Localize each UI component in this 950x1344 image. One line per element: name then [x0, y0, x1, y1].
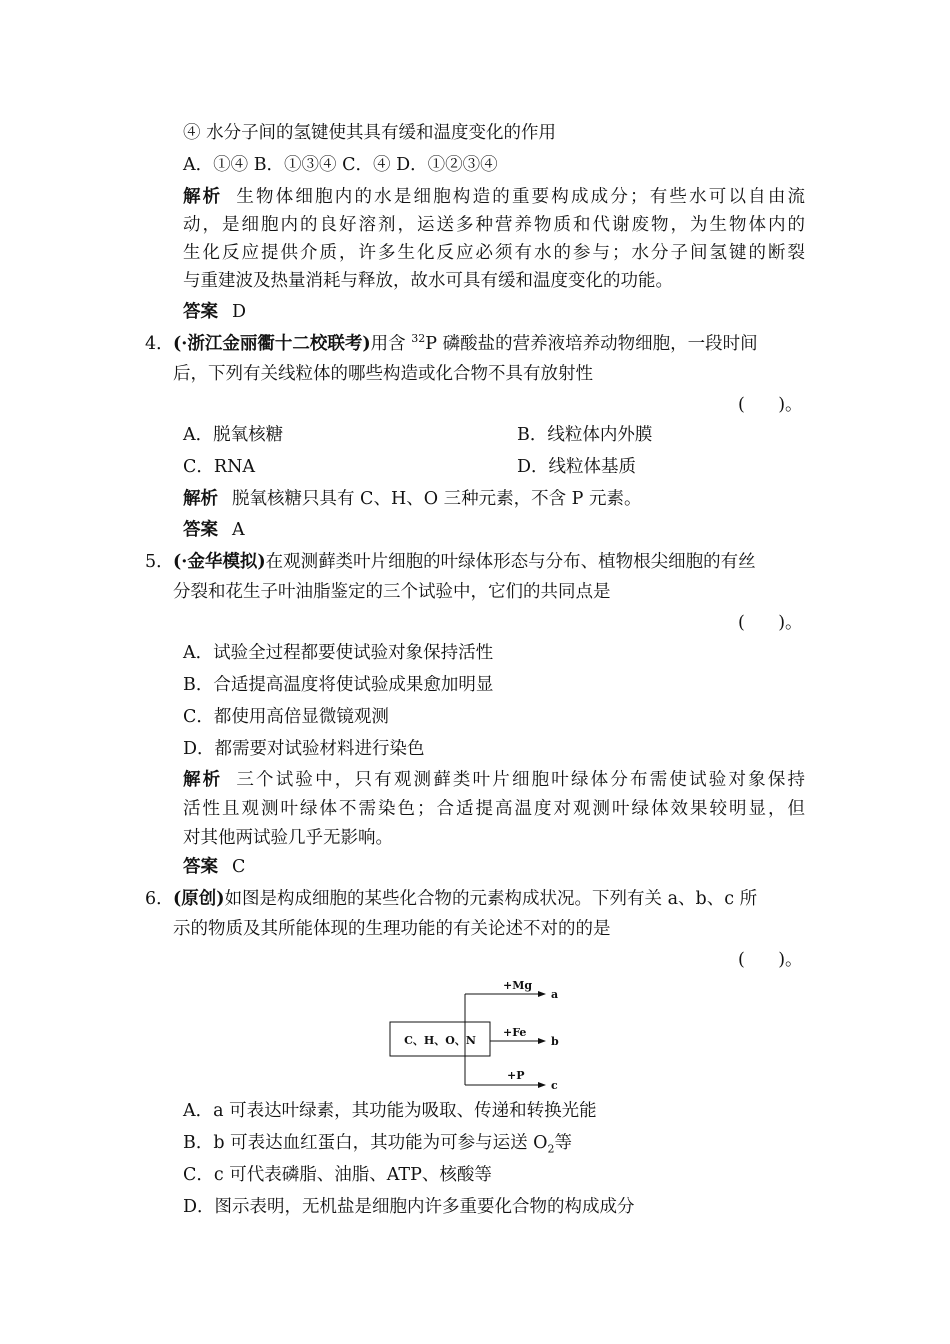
q5-option-d: D．都需要对试验材料进行染色 [183, 739, 425, 759]
element-composition-diagram [385, 978, 575, 1092]
q5-stem-text: 在观测藓类叶片细胞的叶绿体形态与分布、植物根尖细胞的有丝 [265, 552, 756, 572]
q4-stem [173, 332, 758, 356]
q6-option-b-subscript: 2 [547, 1142, 555, 1156]
answer-value: D [232, 302, 247, 322]
q5-answer-blank: ( )。 [738, 613, 803, 633]
q3-answer [183, 300, 246, 324]
q6-option-d: D．图示表明，无机盐是细胞内许多重要化合物的构成成分 [183, 1197, 635, 1217]
q5-source: (·金华模拟) [173, 552, 266, 572]
q4-stem-text: P 磷酸盐的营养液培养动物细胞，一段时间 [425, 334, 758, 354]
q6-option-a: A．a 可表达叶绿素，其功能为吸取、传递和转换光能 [183, 1101, 597, 1121]
q4-answer [183, 518, 245, 542]
q6-option-b [183, 1131, 572, 1155]
answer-label: 答案 [183, 520, 218, 540]
q5-analysis-line [183, 768, 805, 792]
analysis-label: 解析 [183, 489, 218, 509]
analysis-text: 生物体细胞内的水是细胞构造的重要构成成分；有些水可以自由流 [236, 187, 806, 207]
q5-stem-line2: 分裂和花生子叶油脂鉴定的三个试验中，它们的共同点是 [173, 582, 611, 602]
label-mg: +Mg [503, 979, 533, 992]
answer-label: 答案 [183, 302, 218, 322]
q3-analysis-line: 与重建波及热量消耗与释放，故水可具有缓和温度变化的功能。 [183, 271, 673, 291]
q6-option-b-text: B．b 可表达血红蛋白，其功能为可参与运送 O [183, 1133, 548, 1153]
element-box-label: C、H、O、N [404, 1034, 476, 1047]
analysis-label: 解析 [183, 187, 223, 207]
q4-option-c: C．RNA [183, 457, 256, 477]
q5-analysis-line: 对其他两试验几乎无影响。 [183, 828, 393, 848]
q5-stem [173, 550, 756, 574]
q3-options: A．①④ B．①③④ C．④ D．①②③④ [183, 155, 498, 175]
label-fe: +Fe [503, 1026, 527, 1039]
q4-number: 4． [145, 334, 174, 354]
q4-source: (·浙江金丽衢十二校联考) [173, 334, 371, 354]
q6-answer-blank: ( )。 [738, 950, 803, 970]
q6-number: 6． [145, 889, 174, 909]
q5-answer [183, 855, 245, 879]
analysis-label: 解析 [183, 770, 223, 790]
label-a: a [551, 988, 559, 1001]
label-c: c [551, 1079, 558, 1092]
q5-analysis-line: 活性且观测叶绿体不需染色；合适提高温度对观测叶绿体效果较明显，但 [183, 799, 805, 819]
analysis-text: 三个试验中，只有观测藓类叶片细胞叶绿体分布需使试验对象保持 [236, 770, 806, 790]
q4-answer-blank: ( )。 [738, 395, 803, 415]
q6-stem-text: 如图是构成细胞的某些化合物的元素构成状况。下列有关 a、b、c 所 [224, 889, 758, 909]
q3-analysis-line [183, 185, 805, 209]
label-p: +P [507, 1069, 525, 1082]
q5-number: 5． [145, 552, 174, 572]
answer-value: A [232, 520, 245, 540]
q4-stem-line2: 后，下列有关线粒体的哪些构造或化合物不具有放射性 [173, 364, 593, 384]
q3-analysis-line: 生化反应提供介质，许多生化反应必须有水的参与；水分子间氢键的断裂 [183, 243, 805, 263]
analysis-text: 脱氧核糖只具有 C、H、O 三种元素，不含 P 元素。 [232, 489, 642, 509]
label-b: b [551, 1035, 559, 1048]
q4-option-a: A．脱氧核糖 [183, 425, 284, 445]
q4-stem-text: 用含 [370, 334, 412, 354]
q3-analysis-line: 动，是细胞内的良好溶剂，运送多种营养物质和代谢废物，为生物体内的 [183, 215, 805, 235]
q4-option-d: D．线粒体基质 [517, 457, 637, 477]
q6-source: (原创) [173, 889, 225, 909]
answer-value: C [232, 857, 246, 877]
q3-item-4: ④ 水分子间的氢键使其具有缓和温度变化的作用 [183, 123, 557, 143]
q6-option-c: C．c 可代表磷脂、油脂、ATP、核酸等 [183, 1165, 492, 1185]
q5-option-c: C．都使用高倍显微镜观测 [183, 707, 389, 727]
q6-stem-line2: 示的物质及其所能体现的生理功能的有关论述不对的的是 [173, 919, 611, 939]
q6-stem [173, 887, 757, 911]
q4-analysis [183, 487, 642, 511]
q5-option-b: B．合适提高温度将使试验成果愈加明显 [183, 675, 494, 695]
q4-superscript: 32 [411, 332, 426, 346]
q4-option-b: B．线粒体内外膜 [517, 425, 653, 445]
q6-option-b-text-end: 等 [554, 1133, 573, 1153]
answer-label: 答案 [183, 857, 218, 877]
q5-option-a: A．试验全过程都要使试验对象保持活性 [183, 643, 494, 663]
